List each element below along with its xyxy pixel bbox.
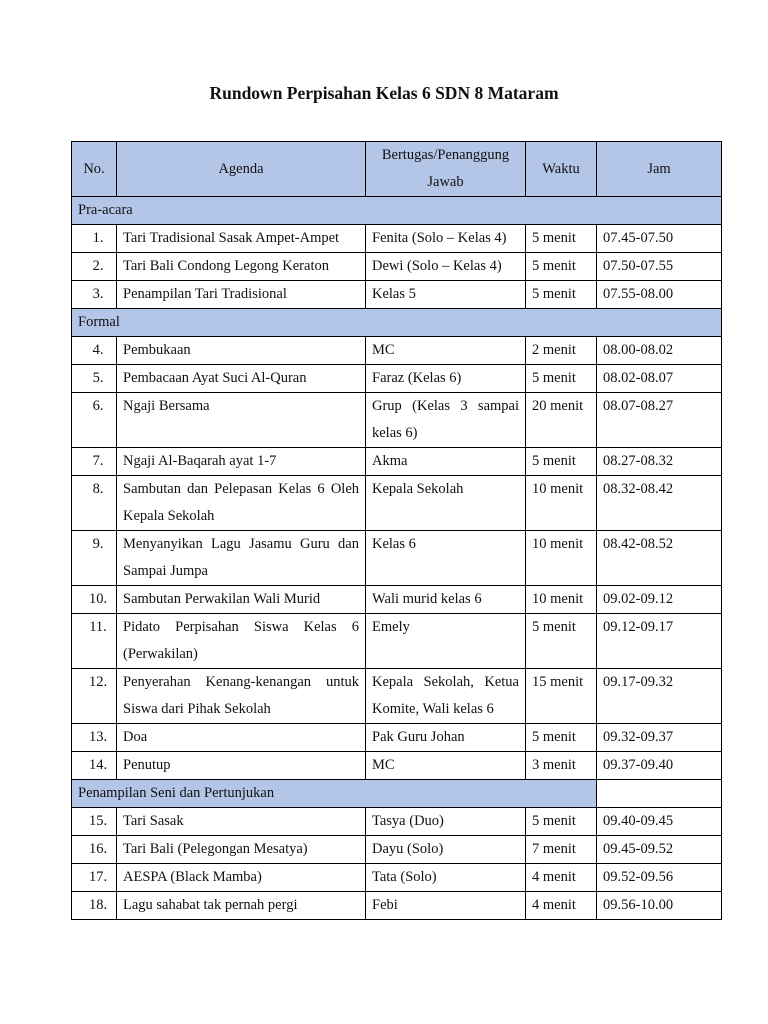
cell-penanggung-jawab: MC <box>366 337 526 365</box>
table-row <box>72 448 722 476</box>
cell-agenda: Menyanyikan Lagu Jasamu Guru dan Sampai Jumpa <box>117 531 366 586</box>
table-row <box>72 669 722 724</box>
cell-agenda: Pembukaan <box>117 337 366 365</box>
cell-no: 1. <box>72 225 117 253</box>
cell-penanggung-jawab: Tasya (Duo) <box>366 808 526 836</box>
cell-no: 12. <box>72 669 117 724</box>
cell-penanggung-jawab: MC <box>366 752 526 780</box>
cell-jam: 08.02-08.07 <box>597 365 722 393</box>
section-label: Formal <box>72 309 722 337</box>
cell-waktu: 10 menit <box>526 531 597 586</box>
cell-jam: 08.07-08.27 <box>597 393 722 448</box>
cell-waktu: 5 menit <box>526 281 597 309</box>
cell-penanggung-jawab: Tata (Solo) <box>366 864 526 892</box>
table-row <box>72 752 722 780</box>
header-row <box>72 142 722 197</box>
section-label: Pra-acara <box>72 197 722 225</box>
cell-waktu: 10 menit <box>526 586 597 614</box>
cell-waktu: 5 menit <box>526 808 597 836</box>
cell-no: 13. <box>72 724 117 752</box>
cell-no: 4. <box>72 337 117 365</box>
section-blank-cell <box>597 780 722 808</box>
cell-jam: 09.40-09.45 <box>597 808 722 836</box>
cell-agenda: AESPA (Black Mamba) <box>117 864 366 892</box>
cell-jam: 09.02-09.12 <box>597 586 722 614</box>
cell-jam: 09.37-09.40 <box>597 752 722 780</box>
cell-waktu: 5 menit <box>526 253 597 281</box>
cell-penanggung-jawab: Kelas 5 <box>366 281 526 309</box>
cell-jam: 07.55-08.00 <box>597 281 722 309</box>
cell-waktu: 2 menit <box>526 337 597 365</box>
cell-jam: 08.27-08.32 <box>597 448 722 476</box>
cell-no: 11. <box>72 614 117 669</box>
cell-waktu: 10 menit <box>526 476 597 531</box>
section-row <box>72 309 722 337</box>
cell-penanggung-jawab: Grup (Kelas 3 sampai kelas 6) <box>366 393 526 448</box>
cell-penanggung-jawab: Kelas 6 <box>366 531 526 586</box>
cell-penanggung-jawab: Wali murid kelas 6 <box>366 586 526 614</box>
cell-agenda: Tari Bali Condong Legong Keraton <box>117 253 366 281</box>
table-row <box>72 476 722 531</box>
cell-agenda: Pidato Perpisahan Siswa Kelas 6 (Perwakilan) <box>117 614 366 669</box>
cell-agenda: Tari Bali (Pelegongan Mesatya) <box>117 836 366 864</box>
cell-no: 14. <box>72 752 117 780</box>
cell-agenda: Ngaji Al-Baqarah ayat 1-7 <box>117 448 366 476</box>
cell-no: 2. <box>72 253 117 281</box>
cell-waktu: 4 menit <box>526 864 597 892</box>
cell-no: 3. <box>72 281 117 309</box>
table-row <box>72 808 722 836</box>
table-row <box>72 281 722 309</box>
cell-agenda: Lagu sahabat tak pernah pergi <box>117 892 366 920</box>
cell-waktu: 4 menit <box>526 892 597 920</box>
cell-no: 16. <box>72 836 117 864</box>
cell-jam: 09.32-09.37 <box>597 724 722 752</box>
cell-waktu: 5 menit <box>526 724 597 752</box>
cell-penanggung-jawab: Emely <box>366 614 526 669</box>
cell-waktu: 5 menit <box>526 614 597 669</box>
cell-no: 15. <box>72 808 117 836</box>
cell-agenda: Sambutan Perwakilan Wali Murid <box>117 586 366 614</box>
header-jam: Jam <box>597 142 722 197</box>
cell-jam: 08.42-08.52 <box>597 531 722 586</box>
cell-no: 8. <box>72 476 117 531</box>
cell-waktu: 5 menit <box>526 448 597 476</box>
cell-jam: 07.45-07.50 <box>597 225 722 253</box>
cell-jam: 09.56-10.00 <box>597 892 722 920</box>
header-pj-line1: Bertugas/Penanggung <box>381 147 510 163</box>
cell-no: 5. <box>72 365 117 393</box>
table-row <box>72 836 722 864</box>
table-row <box>72 365 722 393</box>
cell-waktu: 5 menit <box>526 365 597 393</box>
cell-agenda: Pembacaan Ayat Suci Al-Quran <box>117 365 366 393</box>
header-agenda: Agenda <box>117 142 366 197</box>
cell-penanggung-jawab: Fenita (Solo – Kelas 4) <box>366 225 526 253</box>
cell-penanggung-jawab: Kepala Sekolah <box>366 476 526 531</box>
cell-waktu: 7 menit <box>526 836 597 864</box>
cell-no: 10. <box>72 586 117 614</box>
cell-agenda: Doa <box>117 724 366 752</box>
cell-waktu: 3 menit <box>526 752 597 780</box>
cell-no: 6. <box>72 393 117 448</box>
cell-penanggung-jawab: Faraz (Kelas 6) <box>366 365 526 393</box>
section-row <box>72 780 722 808</box>
cell-waktu: 5 menit <box>526 225 597 253</box>
cell-penanggung-jawab: Dewi (Solo – Kelas 4) <box>366 253 526 281</box>
cell-penanggung-jawab: Pak Guru Johan <box>366 724 526 752</box>
cell-penanggung-jawab: Febi <box>366 892 526 920</box>
cell-jam: 09.45-09.52 <box>597 836 722 864</box>
table-row <box>72 864 722 892</box>
cell-agenda: Penampilan Tari Tradisional <box>117 281 366 309</box>
section-row <box>72 197 722 225</box>
cell-no: 9. <box>72 531 117 586</box>
header-penanggung-jawab <box>366 142 526 197</box>
cell-waktu: 15 menit <box>526 669 597 724</box>
table-row <box>72 393 722 448</box>
cell-penanggung-jawab: Dayu (Solo) <box>366 836 526 864</box>
cell-penanggung-jawab: Akma <box>366 448 526 476</box>
table-row <box>72 586 722 614</box>
header-waktu: Waktu <box>526 142 597 197</box>
table-body <box>72 197 722 920</box>
cell-jam: 07.50-07.55 <box>597 253 722 281</box>
table-row <box>72 253 722 281</box>
cell-penanggung-jawab: Kepala Sekolah, Ketua Komite, Wali kelas 6 <box>366 669 526 724</box>
cell-waktu: 20 menit <box>526 393 597 448</box>
table-row <box>72 892 722 920</box>
cell-jam: 08.32-08.42 <box>597 476 722 531</box>
table-row <box>72 724 722 752</box>
section-label: Penampilan Seni dan Pertunjukan <box>72 780 597 808</box>
cell-agenda: Ngaji Bersama <box>117 393 366 448</box>
cell-no: 17. <box>72 864 117 892</box>
header-pj-line2: Jawab <box>427 174 464 190</box>
cell-agenda: Penyerahan Kenang-kenangan untuk Siswa dari Pihak Sekolah <box>117 669 366 724</box>
header-no: No. <box>72 142 117 197</box>
cell-agenda: Sambutan dan Pelepasan Kelas 6 Oleh Kepala Sekolah <box>117 476 366 531</box>
document-title: Rundown Perpisahan Kelas 6 SDN 8 Mataram <box>209 83 559 103</box>
cell-jam: 08.00-08.02 <box>597 337 722 365</box>
cell-jam: 09.17-09.32 <box>597 669 722 724</box>
cell-agenda: Tari Tradisional Sasak Ampet-Ampet <box>117 225 366 253</box>
table-row <box>72 614 722 669</box>
table-row <box>72 531 722 586</box>
table-row <box>72 225 722 253</box>
rundown-table <box>71 141 722 920</box>
cell-agenda: Penutup <box>117 752 366 780</box>
table-row <box>72 337 722 365</box>
cell-agenda: Tari Sasak <box>117 808 366 836</box>
cell-no: 18. <box>72 892 117 920</box>
cell-no: 7. <box>72 448 117 476</box>
cell-jam: 09.52-09.56 <box>597 864 722 892</box>
cell-jam: 09.12-09.17 <box>597 614 722 669</box>
